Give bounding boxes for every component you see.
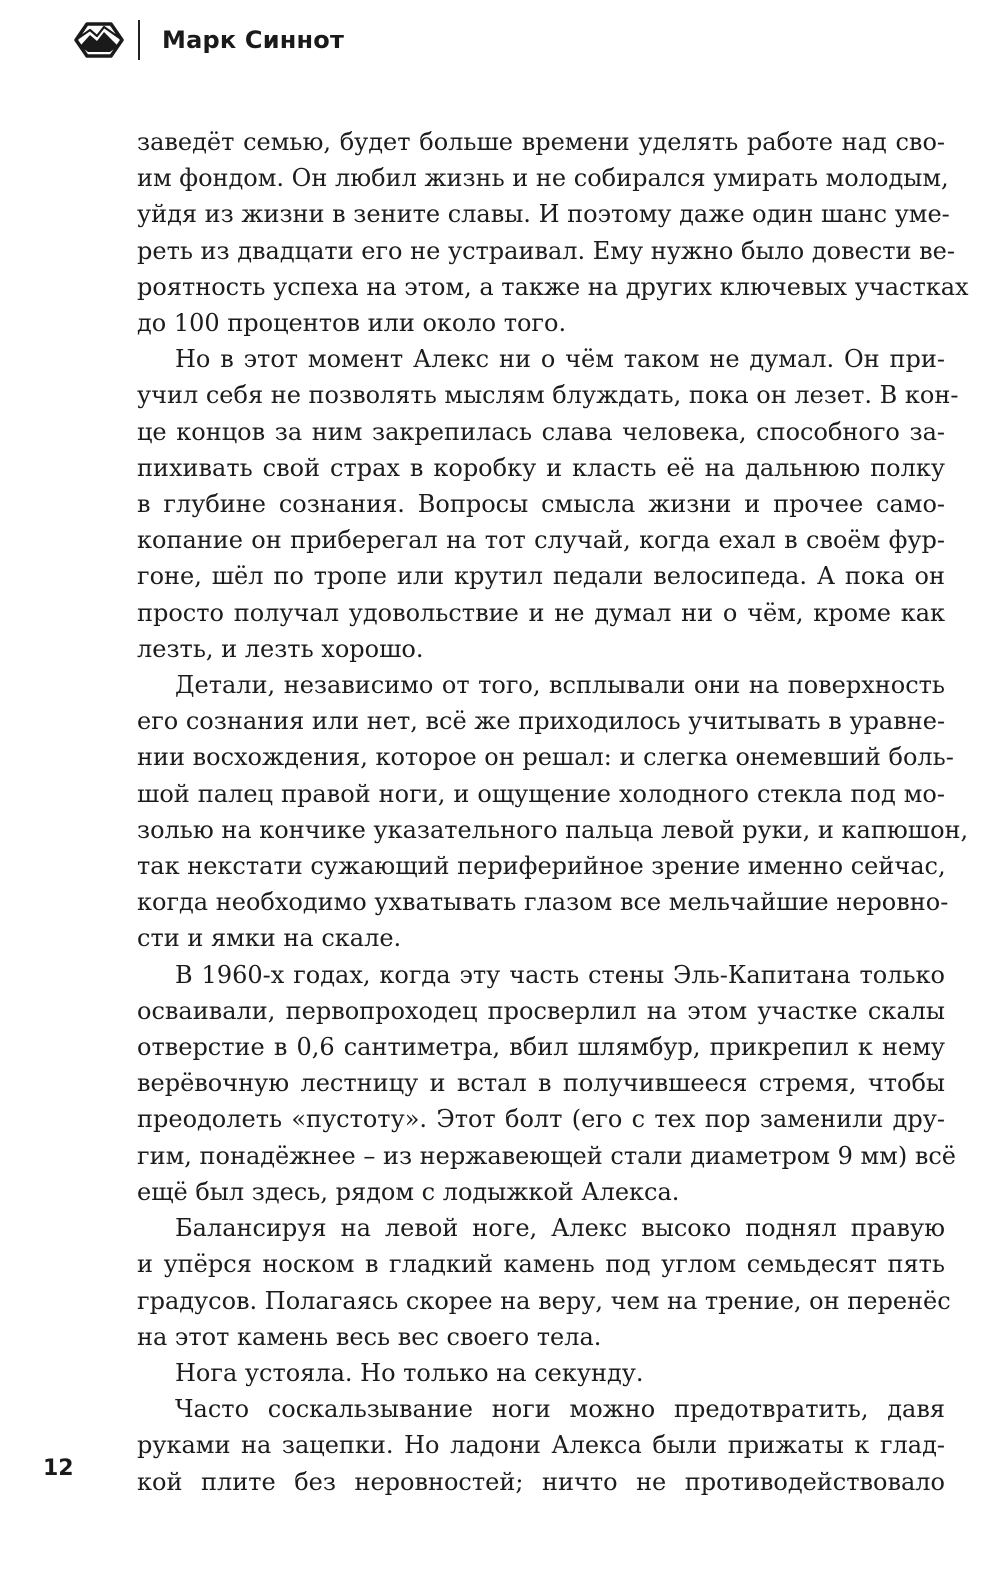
running-header xyxy=(74,18,344,62)
text-line: руками на зацепки. Но ладони Алекса были прижаты к глад- xyxy=(137,1431,945,1460)
text-line: его сознания или нет, всё же приходилось учитывать в уравне- xyxy=(137,707,946,736)
paragraph xyxy=(137,957,956,1210)
text-line: осваивали, первопроходец просверлил на этом участке скалы xyxy=(137,996,945,1025)
text-line: и упёрся носком в гладкий камень под углом семьдесят пять xyxy=(137,1250,945,1279)
page-number: 12 xyxy=(43,1456,74,1481)
text-line: копание он приберегал на тот случай, когда ехал в своём фур- xyxy=(137,526,945,555)
text-line: Но в этот момент Алекс ни о чём таком не думал. Он при- xyxy=(175,345,945,374)
text-line: уйдя из жизни в зените славы. И поэтому даже один шанс уме- xyxy=(137,200,950,229)
header-divider xyxy=(138,20,140,60)
text-line: нии восхождения, которое он решал: и слегка онемевший боль- xyxy=(137,743,954,772)
text-line: це концов за ним закрепилась слава человека, способного за- xyxy=(137,417,945,446)
text-line: Балансируя на левой ноге, Алекс высоко поднял правую xyxy=(175,1214,945,1243)
text-line: Часто соскальзывание ноги можно предотвратить, давя xyxy=(175,1395,945,1424)
text-line: преодолеть «пустоту». Этот болт (его с тех пор заменили дру- xyxy=(137,1105,945,1134)
text-line: когда необходимо ухватывать глазом все мельчайшие неровно- xyxy=(137,888,949,917)
paragraph xyxy=(137,1355,945,1391)
text-line: ещё был здесь, рядом с лодыжкой Алекса. xyxy=(137,1177,680,1206)
text-line: кой плите без неровностей; ничто не противодействовало xyxy=(137,1467,945,1496)
paragraph xyxy=(137,667,969,957)
text-line: шой палец правой ноги, и ощущение холодного стекла под мо- xyxy=(137,779,945,808)
text-line: на этот камень весь вес своего тела. xyxy=(137,1322,602,1351)
text-line: В 1960-х годах, когда эту часть стены Эль-Капитана только xyxy=(175,960,945,989)
author-name: Марк Синнот xyxy=(162,26,345,54)
text-line: Детали, независимо от того, всплывали они на поверхность xyxy=(175,671,945,700)
text-line: им фондом. Он любил жизнь и не собирался умирать молодым, xyxy=(137,164,949,193)
text-line: отверстие в 0,6 сантиметра, вбил шлямбур, прикрепил к нему xyxy=(137,1033,945,1062)
text-line: в глубине сознания. Вопросы смысла жизни и прочее само- xyxy=(137,490,945,519)
text-line: лезть, и лезть хорошо. xyxy=(137,634,424,663)
body-text xyxy=(137,124,969,1500)
text-line: реть из двадцати его не устраивал. Ему нужно было довести ве- xyxy=(137,236,955,265)
text-line: учил себя не позволять мыслям блуждать, пока он лезет. В кон- xyxy=(137,381,959,410)
text-line: градусов. Полагаясь скорее на веру, чем на трение, он перенёс xyxy=(137,1286,951,1315)
text-line: сти и ямки на скале. xyxy=(137,924,402,953)
text-line: роятность успеха на этом, а также на других ключевых участках xyxy=(137,272,969,301)
text-line: до 100 процентов или около того. xyxy=(137,309,567,338)
text-line: гим, понадёжнее – из нержавеющей стали диаметром 9 мм) всё xyxy=(137,1141,956,1170)
text-line: Нога устояла. Но только на секунду. xyxy=(175,1358,644,1387)
paragraph xyxy=(137,1210,951,1355)
mountain-hexagon-icon xyxy=(74,20,124,60)
text-line: пихивать свой страх в коробку и класть её на дальнюю полку xyxy=(137,453,945,482)
text-line: золью на кончике указательного пальца левой руки, и капюшон, xyxy=(137,815,969,844)
text-line: гоне, шёл по тропе или крутил педали велосипеда. А пока он xyxy=(137,562,945,591)
paragraph xyxy=(137,1391,945,1500)
paragraph xyxy=(137,341,959,667)
text-line: верёвочную лестницу и встал в получившееся стремя, чтобы xyxy=(137,1069,945,1098)
text-line: так некстати сужающий периферийное зрение именно сейчас, xyxy=(137,852,946,881)
text-line: просто получал удовольствие и не думал ни о чём, кроме как xyxy=(137,598,945,627)
paragraph xyxy=(137,124,969,341)
text-line: заведёт семью, будет больше времени уделять работе над сво- xyxy=(137,128,945,156)
